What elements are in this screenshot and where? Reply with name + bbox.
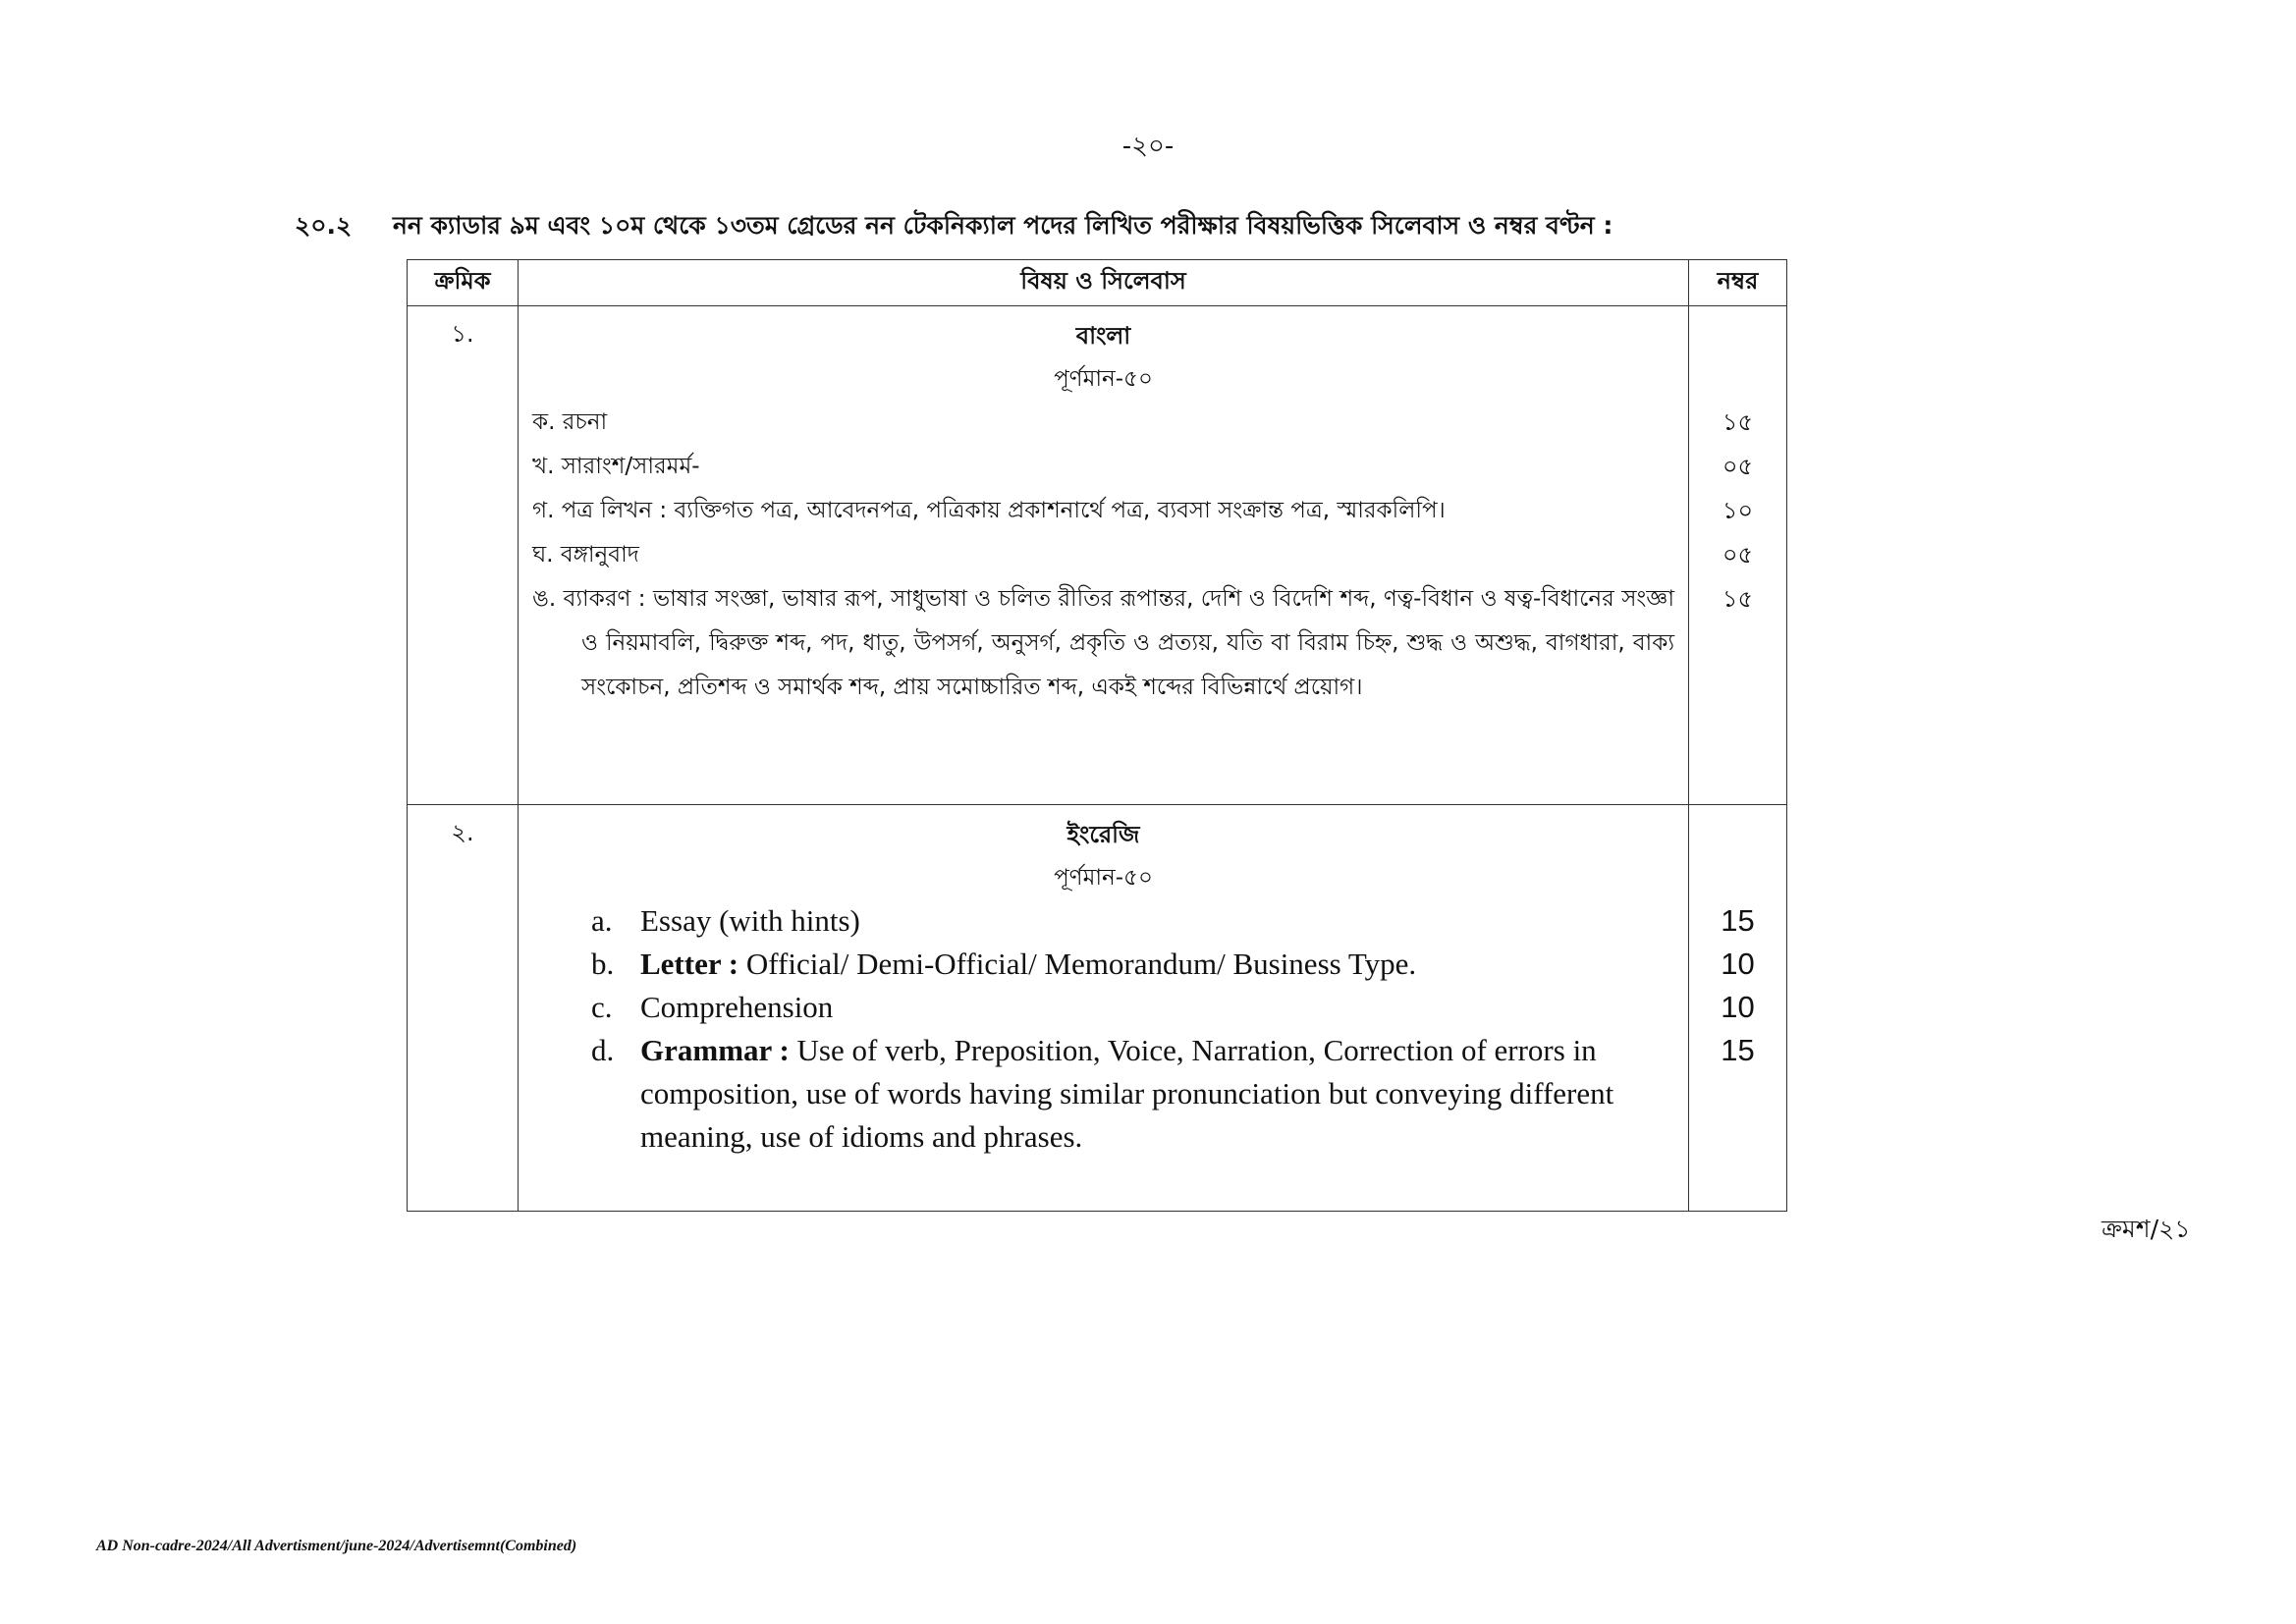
serial-cell: ১. (408, 306, 519, 805)
marks-cell-english (1689, 805, 1787, 1212)
marks-value: ১৫ (1722, 585, 1754, 613)
full-marks: পূর্ণমান-৫০ (1054, 366, 1153, 392)
table-row-english (408, 805, 1787, 1212)
item-text: Essay (with hints) (640, 903, 860, 938)
marks-value: 15 (1721, 1033, 1755, 1067)
syllabus-item: ঘ. বঙ্গানুবাদ (532, 542, 639, 568)
marks-value: 15 (1721, 903, 1755, 938)
subject-cell-english (519, 805, 1689, 1212)
marks-value: ১৫ (1722, 408, 1754, 436)
english-syllabus-list (532, 899, 1674, 1159)
marks-value: 10 (1721, 947, 1755, 981)
syllabus-item: ঙ. ব্যাকরণ : ভাষার সংজ্ঞা, ভাষার রূপ, সাধুভাষা ও চলিত রীতির রূপান্তর, দেশি ও বিদেশি শব্দ, ণত্ব-বিধান ও ষত্ব-বিধানের সংজ্ঞা ও নিয়মাবলি, দ্বিরুক্ত শব্দ, পদ, ধাতু, উপসর্গ, অনুসর্গ, প্রকৃতি ও প্রত্যয়, যতি বা বিরাম চিহ্ন, শুদ্ধ ও অশুদ্ধ, বাগধারা, বাক্য সংকোচন, প্রতিশব্দ ও সমার্থক শব্দ, প্রায় সমোচ্চারিত শব্দ, একই শব্দের বিভিন্নার্থে প্রয়োগ। (532, 586, 1674, 700)
full-marks: পূর্ণমান-৫০ (1054, 865, 1153, 891)
syllabus-item: গ. পত্র লিখন : ব্যক্তিগত পত্র, আবেদনপত্র, পত্রিকায় প্রকাশনার্থে পত্র, ব্যবসা সংক্রান্ত পত্র, স্মারকলিপি। (532, 498, 1446, 523)
section-heading (295, 206, 1613, 248)
syllabus-item: ক. রচনা (532, 409, 608, 435)
marks-value: 10 (1721, 990, 1755, 1024)
marks-value: ০৫ (1722, 541, 1754, 568)
page-number: -২০- (1121, 132, 1175, 161)
marks-cell-bangla (1689, 306, 1787, 805)
header-marks: নম্বর (1689, 260, 1787, 306)
item-letter: a. (591, 903, 613, 938)
header-subject: বিষয় ও সিলেবাস (519, 260, 1689, 306)
table-row-bangla (408, 306, 1787, 805)
footer-path: AD Non-cadre-2024/All Advertisment/june-2024/Advertisemnt(Combined) (96, 1538, 577, 1554)
list-item (591, 899, 1674, 943)
item-text: Comprehension (640, 990, 834, 1024)
list-item (591, 943, 1674, 986)
list-item (591, 986, 1674, 1029)
syllabus-table (407, 259, 1787, 1212)
item-text: Official/ Demi-Official/ Memorandum/ Business Type. (738, 947, 1417, 981)
item-text: Use of verb, Preposition, Voice, Narration, Correction of errors in composition, use of words having similar pronunciation but conveying different meaning, use of idioms and phrases. (640, 1033, 1614, 1154)
item-letter: c. (591, 990, 613, 1024)
item-bold: Letter : (640, 947, 739, 981)
syllabus-item: খ. সারাংশ/সারমর্ম- (532, 454, 700, 479)
item-letter: b. (591, 947, 615, 981)
marks-value: ০৫ (1722, 453, 1754, 480)
subject-cell-bangla (519, 306, 1689, 805)
item-bold: Grammar : (640, 1033, 790, 1067)
table-header-row (408, 260, 1787, 306)
item-letter: d. (591, 1033, 615, 1067)
serial-cell: ২. (408, 805, 519, 1212)
marks-value: ১০ (1722, 497, 1754, 524)
subject-title: বাংলা (1075, 322, 1131, 350)
subject-title: ইংরেজি (1066, 821, 1140, 848)
continued-note: ক্রমশ/২১ (2102, 1215, 2191, 1243)
section-title: নন ক্যাডার ৯ম এবং ১০ম থেকে ১৩তম গ্রেডের নন টেকনিক্যাল পদের লিখিত পরীক্ষার বিষয়ভিত্তিক সিলেবাস ও নম্বর বণ্টন : (393, 211, 1613, 240)
section-number: ২০.২ (295, 211, 353, 240)
list-item (591, 1029, 1674, 1159)
header-serial: ক্রমিক (408, 260, 519, 306)
